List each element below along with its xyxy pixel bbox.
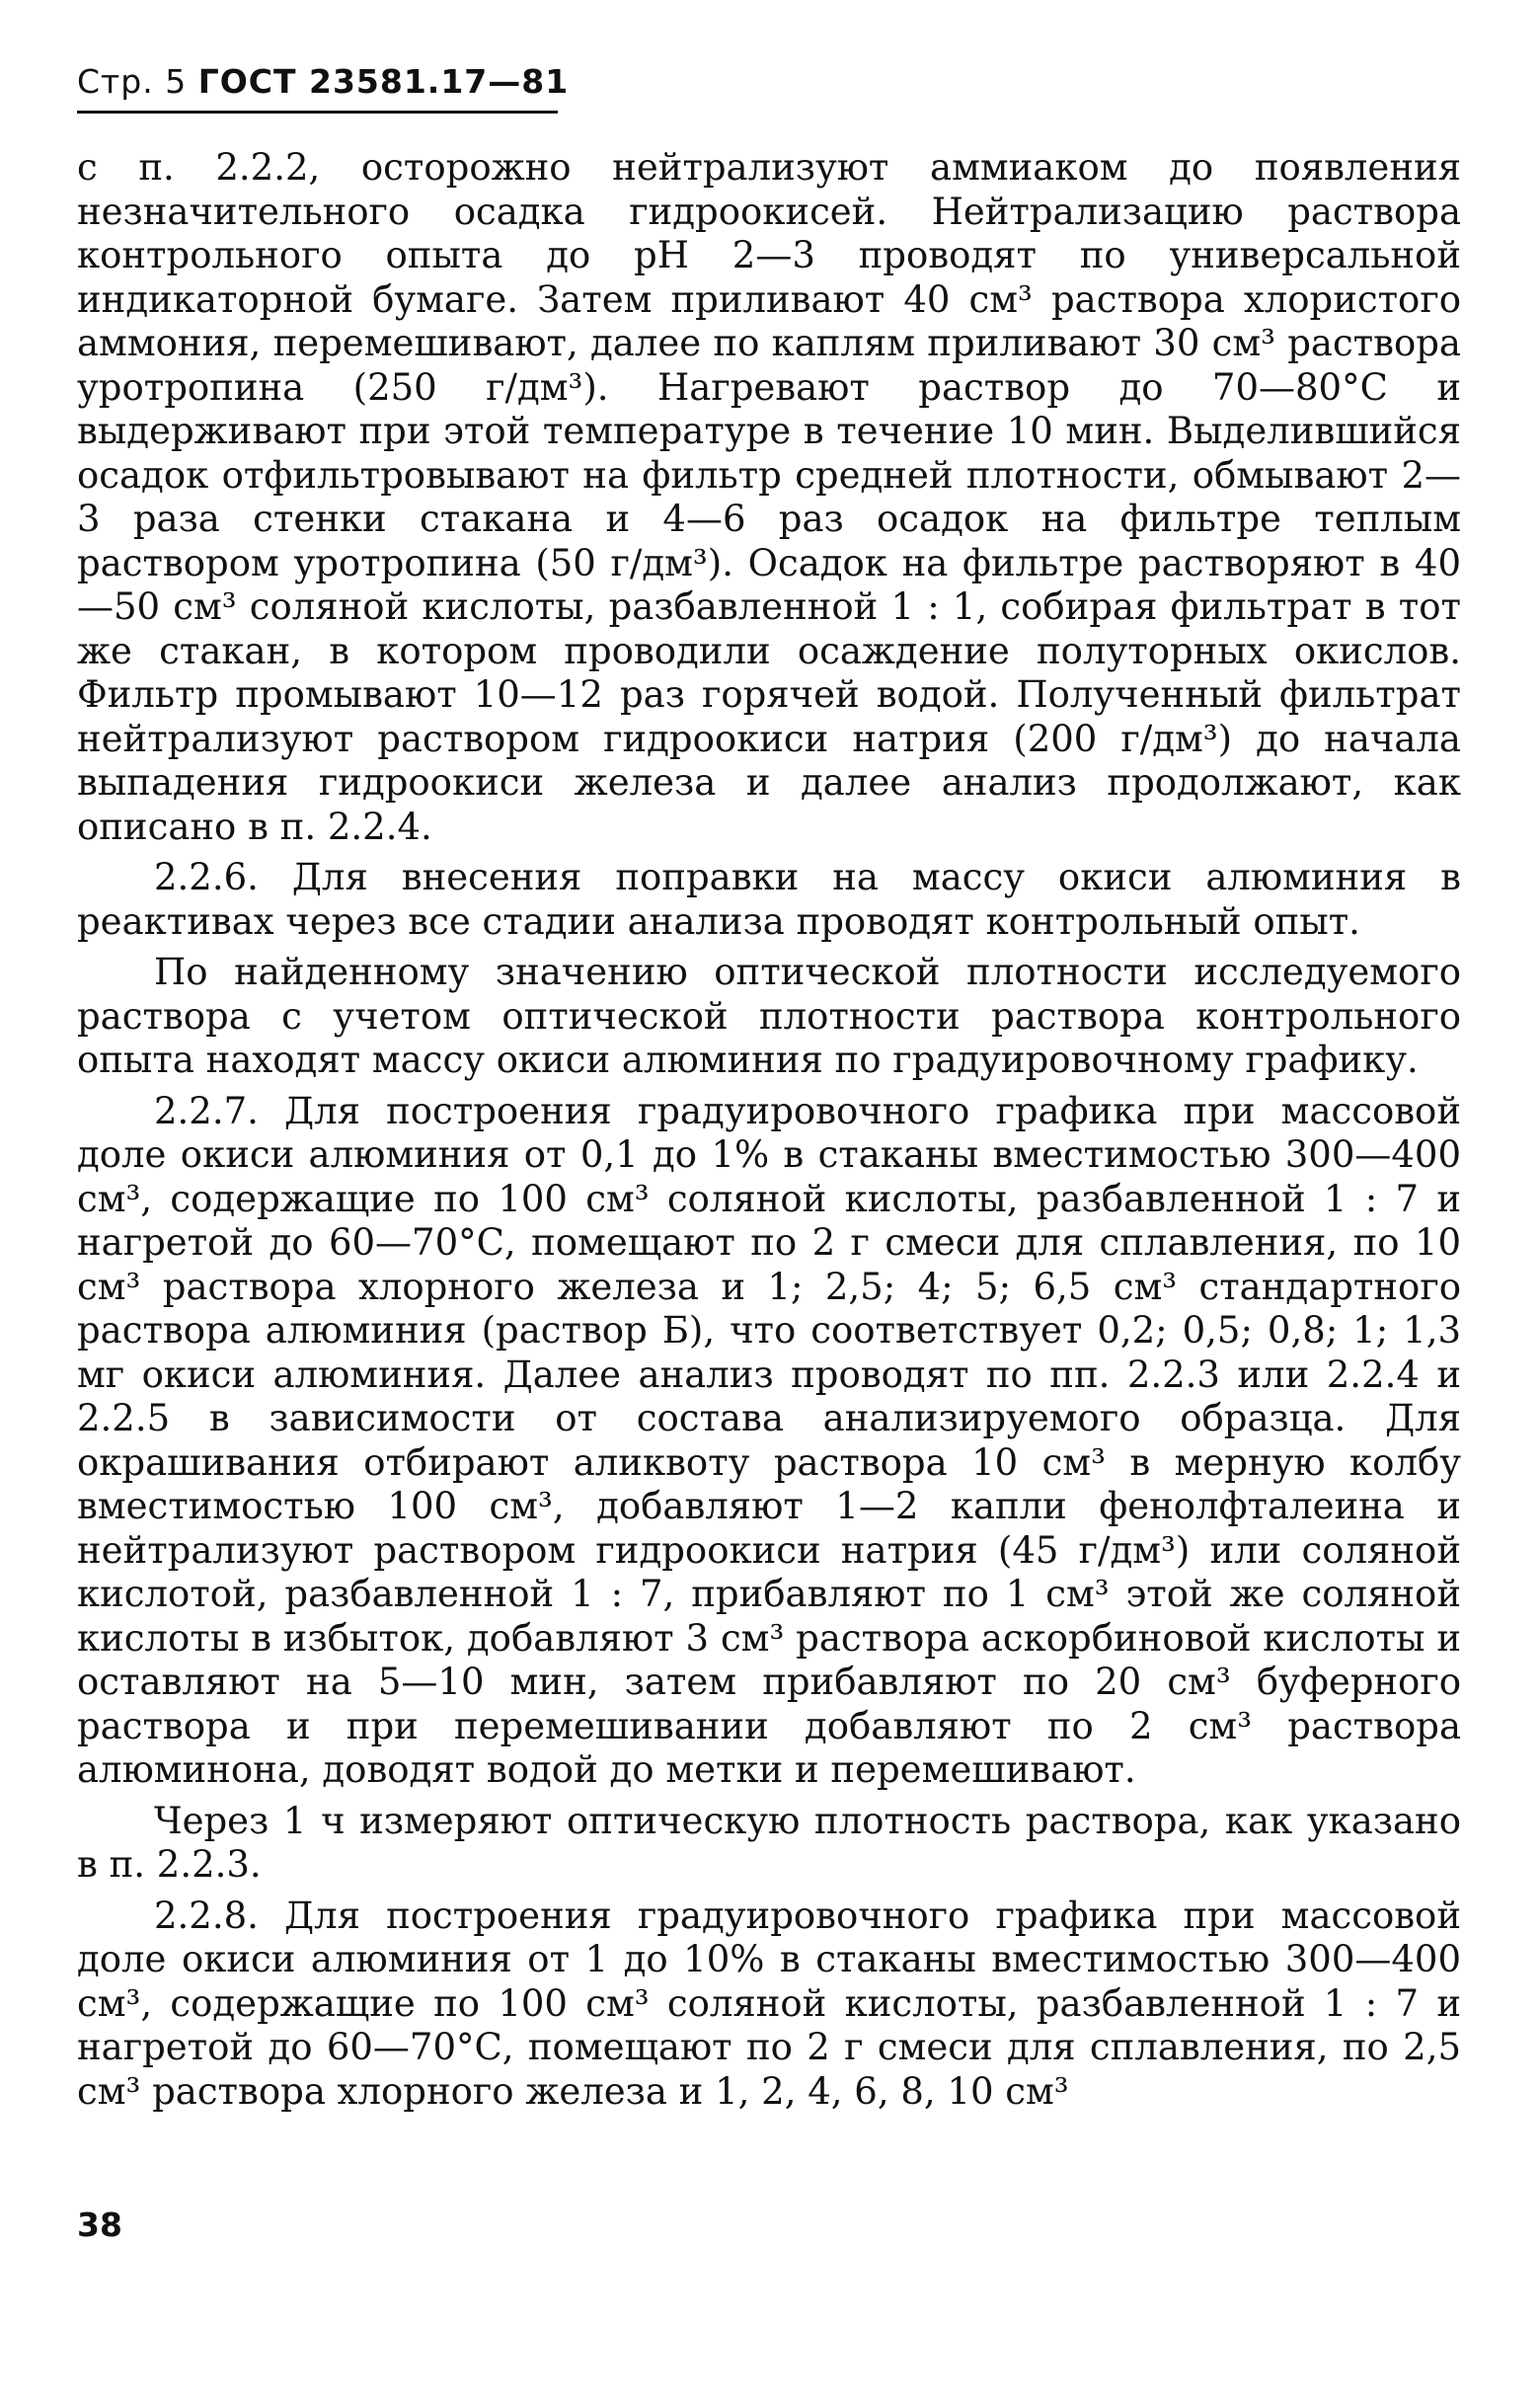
paragraph-2-2-8: 2.2.8. Для построения градуировочного графика при массовой доле окиси алюминия от 1 до 10% в стаканы вместимостью 300—400 см³, содержащие по 100 см³ соляной кислоты, разбавленной 1 : 7 и нагретой до 60—70°С, помещают по 2 г смеси для сплавления, по 2,5 см³ раствора хлорного железа и 1, 2, 4, 6, 8, 10 см³ xyxy=(77,1894,1461,2113)
paragraph-2-2-6: 2.2.6. Для внесения поправки на массу окиси алюминия в реактивах через все стадии анализа проводят контрольный опыт. xyxy=(77,856,1461,943)
document-id: ГОСТ 23581.17—81 xyxy=(197,62,570,101)
page-label: Стр. 5 xyxy=(77,62,188,101)
body-text xyxy=(77,146,1461,2121)
paragraph-measurement: Через 1 ч измеряют оптическую плотность раствора, как указано в п. 2.2.3. xyxy=(77,1799,1461,1886)
paragraph-2-2-7: 2.2.7. Для построения градуировочного графика при массовой доле окиси алюминия от 0,1 до 1% в стаканы вместимостью 300—400 см³, содержащие по 100 см³ соляной кислоты, разбавленной 1 : 7 и нагретой до 60—70°С, помещают по 2 г смеси для сплавления, по 10 см³ раствора хлорного железа и 1; 2,5; 4; 5; 6,5 см³ стандартного раствора алюминия (раствор Б), что соответствует 0,2; 0,5; 0,8; 1; 1,3 мг окиси алюминия. Далее анализ проводят по пп. 2.2.3 или 2.2.4 и 2.2.5 в зависимости от состава анализируемого образца. Для окрашивания отбирают аликвоту раствора 10 см³ в мерную колбу вместимостью 100 см³, добавляют 1—2 капли фенолфталеина и нейтрализуют раствором гидроокиси натрия (45 г/дм³) или соляной кислотой, разбавленной 1 : 7, прибавляют по 1 см³ этой же соляной кислоты в избыток, добавляют 3 см³ раствора аскорбиновой кислоты и оставляют на 5—10 мин, затем прибавляют по 20 см³ буферного раствора и при перемешивании добавляют по 2 см³ раствора алюминона, доводят водой до метки и перемешивают. xyxy=(77,1089,1461,1791)
page-number: 38 xyxy=(77,2206,122,2244)
paragraph-continuation: с п. 2.2.2, осторожно нейтрализуют аммиаком до появления незначительного осадка гидроокисей. Нейтрализацию раствора контрольного опыта до pH 2—3 проводят по универсальной индикаторной бумаге. Затем приливают 40 см³ раствора хлористого аммония, перемешивают, далее по каплям приливают 30 см³ раствора уротропина (250 г/дм³). Нагревают раствор до 70—80°С и выдерживают при этой температуре в течение 10 мин. Выделившийся осадок отфильтровывают на фильтр средней плотности, обмывают 2—3 раза стенки стакана и 4—6 раз осадок на фильтре теплым раствором уротропина (50 г/дм³). Осадок на фильтре растворяют в 40—50 см³ соляной кислоты, разбавленной 1 : 1, собирая фильтрат в тот же стакан, в котором проводили осаждение полуторных окислов. Фильтр промывают 10—12 раз горячей водой. Полученный фильтрат нейтрализуют раствором гидроокиси натрия (200 г/дм³) до начала выпадения гидроокиси железа и далее анализ продолжают, как описано в п. 2.2.4. xyxy=(77,146,1461,848)
running-header xyxy=(77,61,570,103)
header-rule xyxy=(77,111,558,114)
paragraph-calibration-note: По найденному значению оптической плотности исследуемого раствора с учетом оптической плотности раствора контрольного опыта находят массу окиси алюминия по градуировочному графику. xyxy=(77,951,1461,1081)
